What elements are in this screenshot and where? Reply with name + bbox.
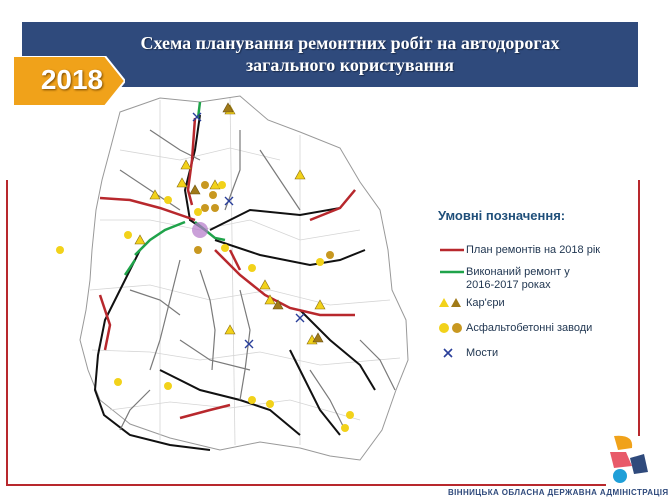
legend-label-bridges: Мости <box>466 347 499 359</box>
legend-label-asphalt: Асфальтобетонні заводи <box>466 322 593 334</box>
frame-right-border <box>638 180 640 436</box>
legend-item-repaired <box>438 266 638 296</box>
bridge-cross-icon <box>438 347 464 377</box>
legend-label-repaired-line2: 2016-2017 роках <box>466 279 551 291</box>
page-title-line1: Схема планування ремонтних робіт на автодорогах <box>140 33 560 53</box>
legend-label-quarries: Кар'єри <box>466 297 505 309</box>
frame-bottom-border <box>6 484 606 486</box>
legend-label-repaired-line1: Виконаний ремонт у <box>466 266 570 278</box>
page-title-line2: загального користування <box>245 55 455 75</box>
vinnytsia-city <box>192 222 208 238</box>
year-label: 2018 <box>40 64 104 95</box>
page-title <box>62 32 638 76</box>
green-line-icon <box>438 266 464 296</box>
legend-title: Умовні позначення: <box>438 208 566 223</box>
legend-item-bridges <box>438 347 638 377</box>
legend-label-repair-plan: План ремонтів на 2018 рік <box>466 244 601 256</box>
footer-organization: ВІННИЦЬКА ОБЛАСНА ДЕРЖАВНА АДМІНІСТРАЦІЯ <box>448 488 669 497</box>
region-map <box>0 90 440 470</box>
legend-label-repaired <box>466 266 570 292</box>
oda-logo-icon <box>604 432 654 488</box>
